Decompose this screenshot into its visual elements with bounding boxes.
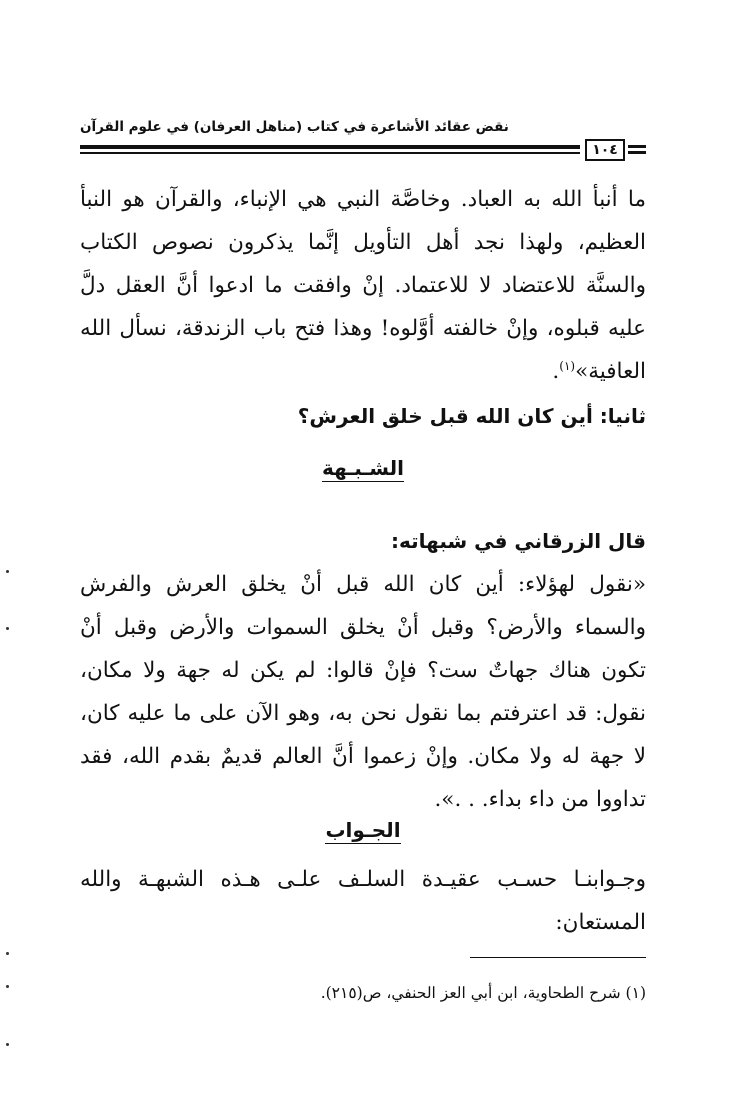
shubha-heading-text: الشـبـهة [322,456,404,480]
footnote-reference: (١) [559,358,576,373]
footnote-separator [470,957,646,958]
margin-speck [6,952,9,955]
margin-speck [6,570,9,573]
zurqani-intro: قال الزرقاني في شبهاته: [390,529,646,553]
answer-paragraph: وجـوابنـا حسـب عقيـدة السلـف علـى هـذه الشبهـة والله المستعان: [80,867,646,935]
footnote-1: (١) شرح الطحاوية، ابن أبي العز الحنفي، ص(٢١٥). [320,984,646,1002]
margin-speck [6,627,9,630]
jawab-heading-text: الجـواب [325,818,401,842]
header-rule-tail-top [628,145,646,148]
paragraph-end-mark: . [552,359,560,384]
running-header-title: نقض عقائد الأشاعرة في كتاب (مناهل العرفان) في علوم القرآن [80,119,509,135]
zurqani-quote: «نقول لهؤلاء: أين كان الله قبل أنْ يخلق العرش والفرش والسماء والأرض؟ وقبل أنْ يخلق السموات والأرض وقبل أنْ تكون هناك جهاتٌ ست؟ فإنْ قالوا: لم يكن له جهة ولا مكان، نقول: قد اعترفتم بما نقول نحن به، وهو الآن على ما عليه كان، لا جهة له ولا مكان. وإنْ زعموا أنَّ العالم قديمٌ بقدم الله، فقد تداووا من داء بداء. . .». [80,572,646,812]
paragraph-continuation-text: ما أنبأ الله به العباد. وخاصَّة النبي هي الإنباء، والقرآن هو النبأ العظيم، ولهذا نجد أهل التأويل إنَّما يذكرون نصوص الكتاب والسنَّة للاعتضاد لا للاعتماد. إنْ وافقت ما ادعوا أنَّ العقل دلَّ عليه قبلوه، وإنْ خالفته أوَّلوه! وهذا فتح باب الزندقة، نسأل الله العافية» [80,187,646,384]
margin-speck [6,1043,9,1046]
header-rule-thin [80,152,580,154]
header-rule-thick [80,145,580,149]
header-rule-tail-bottom [628,151,646,154]
section-heading: ثانيا: أين كان الله قبل خلق العرش؟ [297,404,646,428]
shubha-heading [80,456,646,480]
margin-speck [6,985,9,988]
jawab-heading [80,818,646,842]
page-number: ١٠٤ [585,139,625,161]
paragraph-continuation [80,178,646,393]
